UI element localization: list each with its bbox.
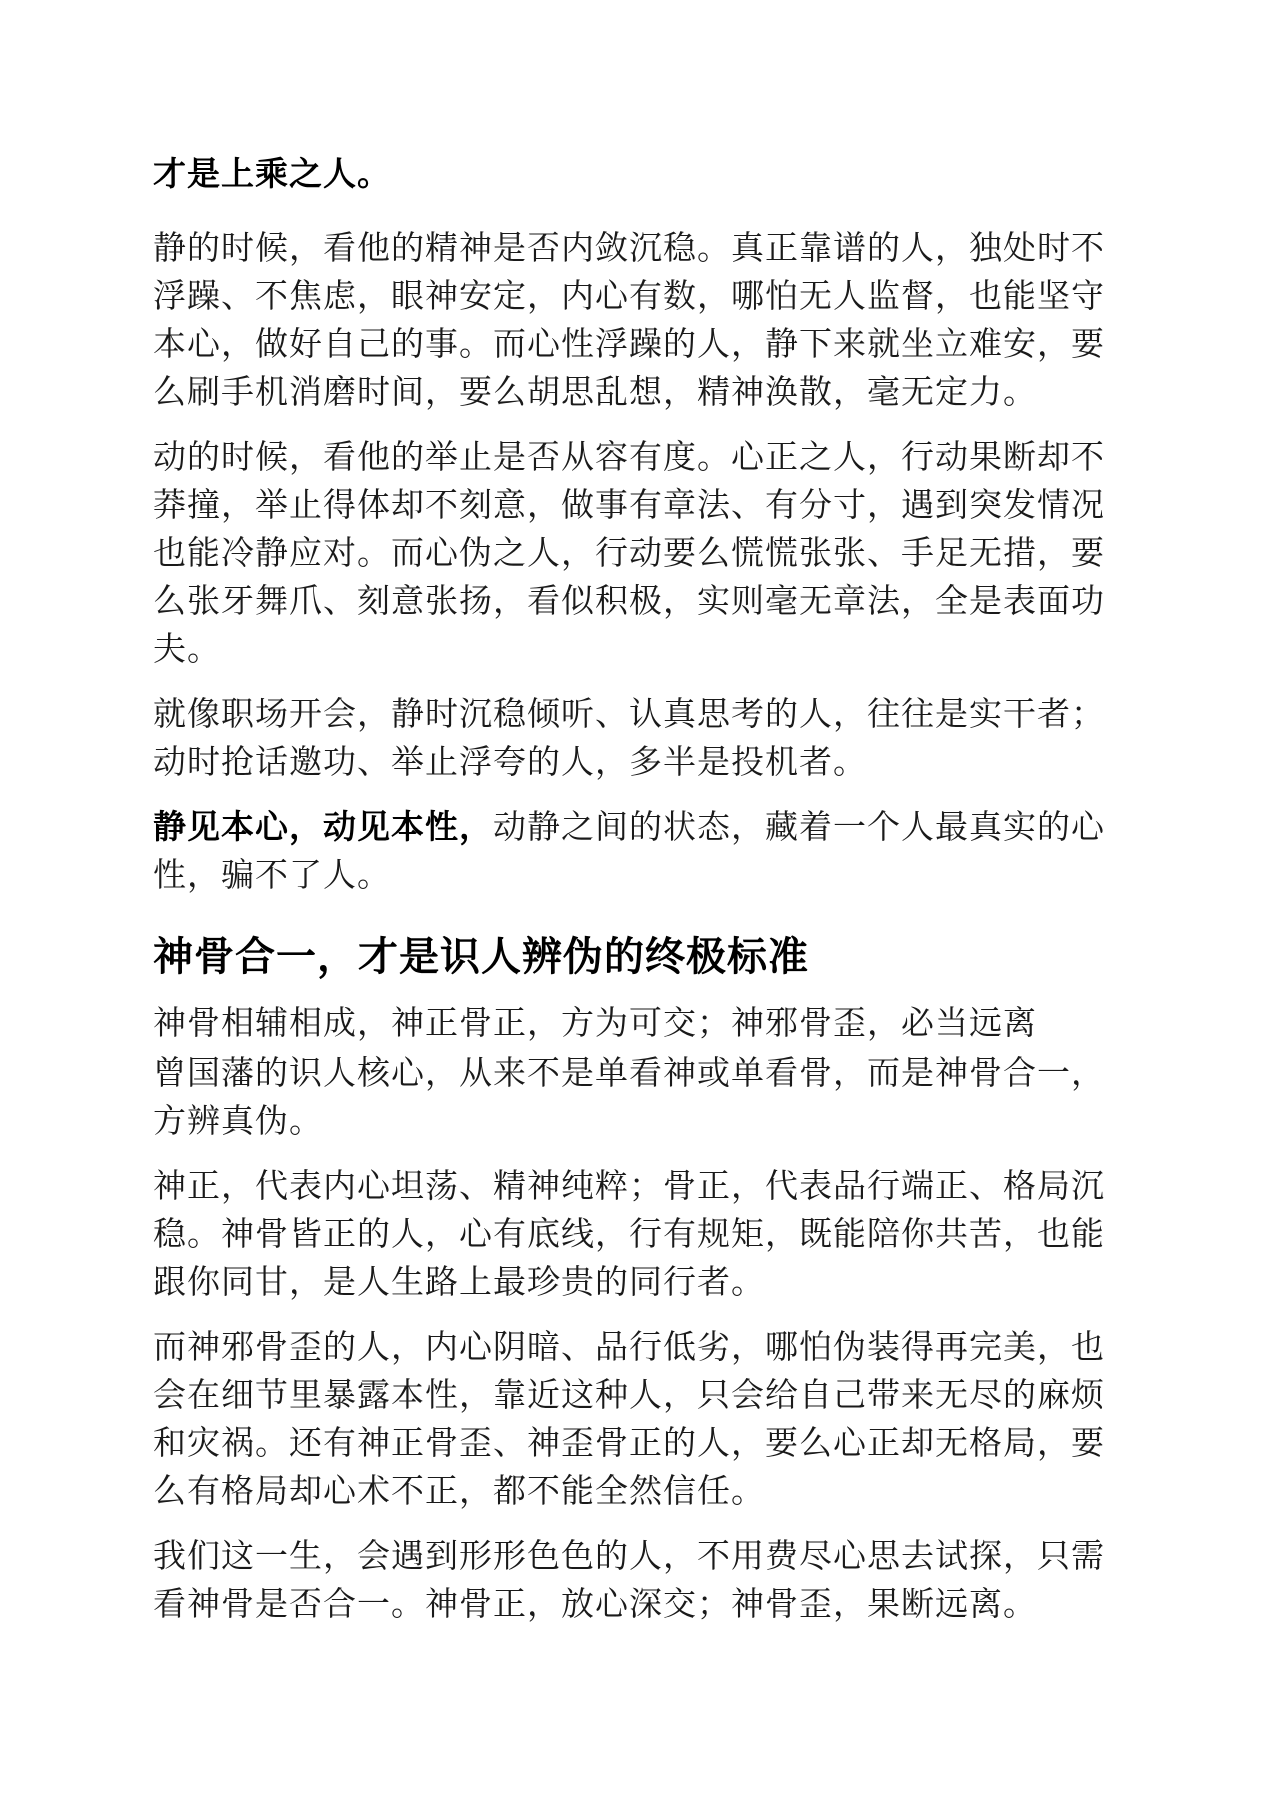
paragraph-upright: 神正，代表内心坦荡、精神纯粹；骨正，代表品行端正、格局沉稳。神骨皆正的人，心有底线，行有规矩，既能陪你共苦，也能跟你同甘，是人生路上最珍贵的同行者。: [153, 1166, 1105, 1301]
paragraph-conclusion: 我们这一生，会遇到形形色色的人，不用费尽心思去试探，只需看神骨是否合一。神骨正，放心深交；神骨歪，果断远离。: [153, 1536, 1105, 1623]
paragraph-summary: [153, 803, 1123, 899]
summary-text: 动静之间的状态，藏着一个人最真实的心性，骗不了人。: [153, 807, 1105, 894]
paragraph-subtitle: 神骨相辅相成，神正骨正，方为可交；神邪骨歪，必当远离: [153, 1003, 1037, 1042]
summary-emphasis: 静见本心，动见本性，: [153, 807, 493, 846]
section-heading: 神骨合一，才是识人辨伪的终极标准: [153, 934, 809, 980]
paragraph-movement: 动的时候，看他的举止是否从容有度。心正之人，行动果断却不莽撞，举止得体却不刻意，做事有章法、有分寸，遇到突发情况也能冷静应对。而心伪之人，行动要么慌慌张张、手足无措，要么张牙舞爪、刻意张扬，看似积极，实则毫无章法，全是表面功夫。: [153, 437, 1105, 668]
paragraph-stillness: 静的时候，看他的精神是否内敛沉稳。真正靠谱的人，独处时不浮躁、不焦虑，眼神安定，内心有数，哪怕无人监督，也能坚守本心，做好自己的事。而心性浮躁的人，静下来就坐立难安，要么刷手机消磨时间，要么胡思乱想，精神涣散，毫无定力。: [153, 228, 1105, 411]
paragraph-workplace-example: 就像职场开会，静时沉稳倾听、认真思考的人，往往是实干者；动时抢话邀功、举止浮夸的人，多半是投机者。: [153, 694, 1105, 781]
intro-line: 才是上乘之人。: [153, 154, 391, 193]
paragraph-crooked: 而神邪骨歪的人，内心阴暗、品行低劣，哪怕伪装得再完美，也会在细节里暴露本性，靠近这种人，只会给自己带来无尽的麻烦和灾祸。还有神正骨歪、神歪骨正的人，要么心正却无格局，要么有格局却心术不正，都不能全然信任。: [153, 1327, 1105, 1510]
paragraph-zeng-guofan: 曾国藩的识人核心，从来不是单看神或单看骨，而是神骨合一，方辨真伪。: [153, 1053, 1105, 1140]
